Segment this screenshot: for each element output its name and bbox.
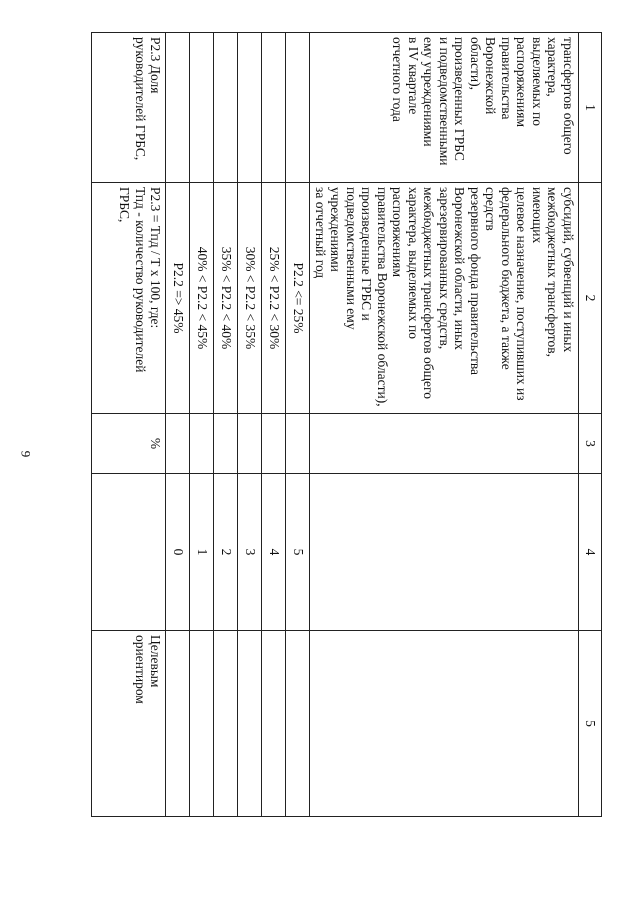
table-row-intro [310, 33, 579, 817]
formula-cell: Р2.3 = Тпд / Т х 100, где: Тпд - количество руководителей ГРБС, [92, 183, 167, 414]
indicator-name-cell: Р2.3 Доля руководителей ГРБС, [92, 33, 167, 183]
score-value: 3 [238, 474, 262, 631]
condition-cell: 35% < Р2.2 < 40% [214, 183, 238, 414]
score-cell [92, 474, 167, 631]
header-col-3: 3 [579, 414, 602, 474]
table-row [190, 33, 214, 817]
rotated-page [91, 32, 602, 816]
condition-cell: 25% < Р2.2 < 30% [262, 183, 286, 414]
condition-cell: Р2.2 <= 25% [286, 183, 310, 414]
score-value: 5 [286, 474, 310, 631]
condition-cell: 30% < Р2.2 < 35% [238, 183, 262, 414]
score-value: 0 [166, 474, 190, 631]
unit-cell: % [92, 414, 167, 474]
header-col-2: 2 [579, 183, 602, 414]
header-col-1: 1 [579, 33, 602, 183]
table-row [214, 33, 238, 817]
table-row [262, 33, 286, 817]
header-col-4: 4 [579, 474, 602, 631]
score-value: 2 [214, 474, 238, 631]
note-cell: Целевым ориентиром [92, 631, 167, 817]
header-col-5: 5 [579, 631, 602, 817]
condition-cell: 40% < Р2.2 < 45% [190, 183, 214, 414]
table-row-p23 [92, 33, 167, 817]
table-row [238, 33, 262, 817]
formula-cell: субсидий, субвенций и иных межбюджетных трансфертов, имеющих целевое назначение, поступивших из федерального бюджета, а также средств резервного фонда правительства Воронежской области, иных зарезервированных средств, межбюджетных трансфертов общего характера, выделяемых по распоряжениям правительства Воронежской области), произведенные ГРБС и подведомственными ему учреждениями за отчетный год [310, 183, 579, 414]
condition-cell: Р2.2 => 45% [166, 183, 190, 414]
unit-cell [310, 414, 579, 474]
score-value: 4 [262, 474, 286, 631]
score-cell [310, 474, 579, 631]
page-number: 9 [18, 450, 34, 458]
note-cell [310, 631, 579, 817]
table-row [166, 33, 190, 817]
table-row [286, 33, 310, 817]
score-value: 1 [190, 474, 214, 631]
criteria-table [91, 32, 602, 817]
indicator-name-cell: трансфертов общего характера, выделяемых по распоряжениям правительства Воронежской области), произведенных ГРБС и подведомственными ему учреждениями в IV квартале отчетного года [310, 33, 579, 183]
header-row [579, 33, 602, 817]
